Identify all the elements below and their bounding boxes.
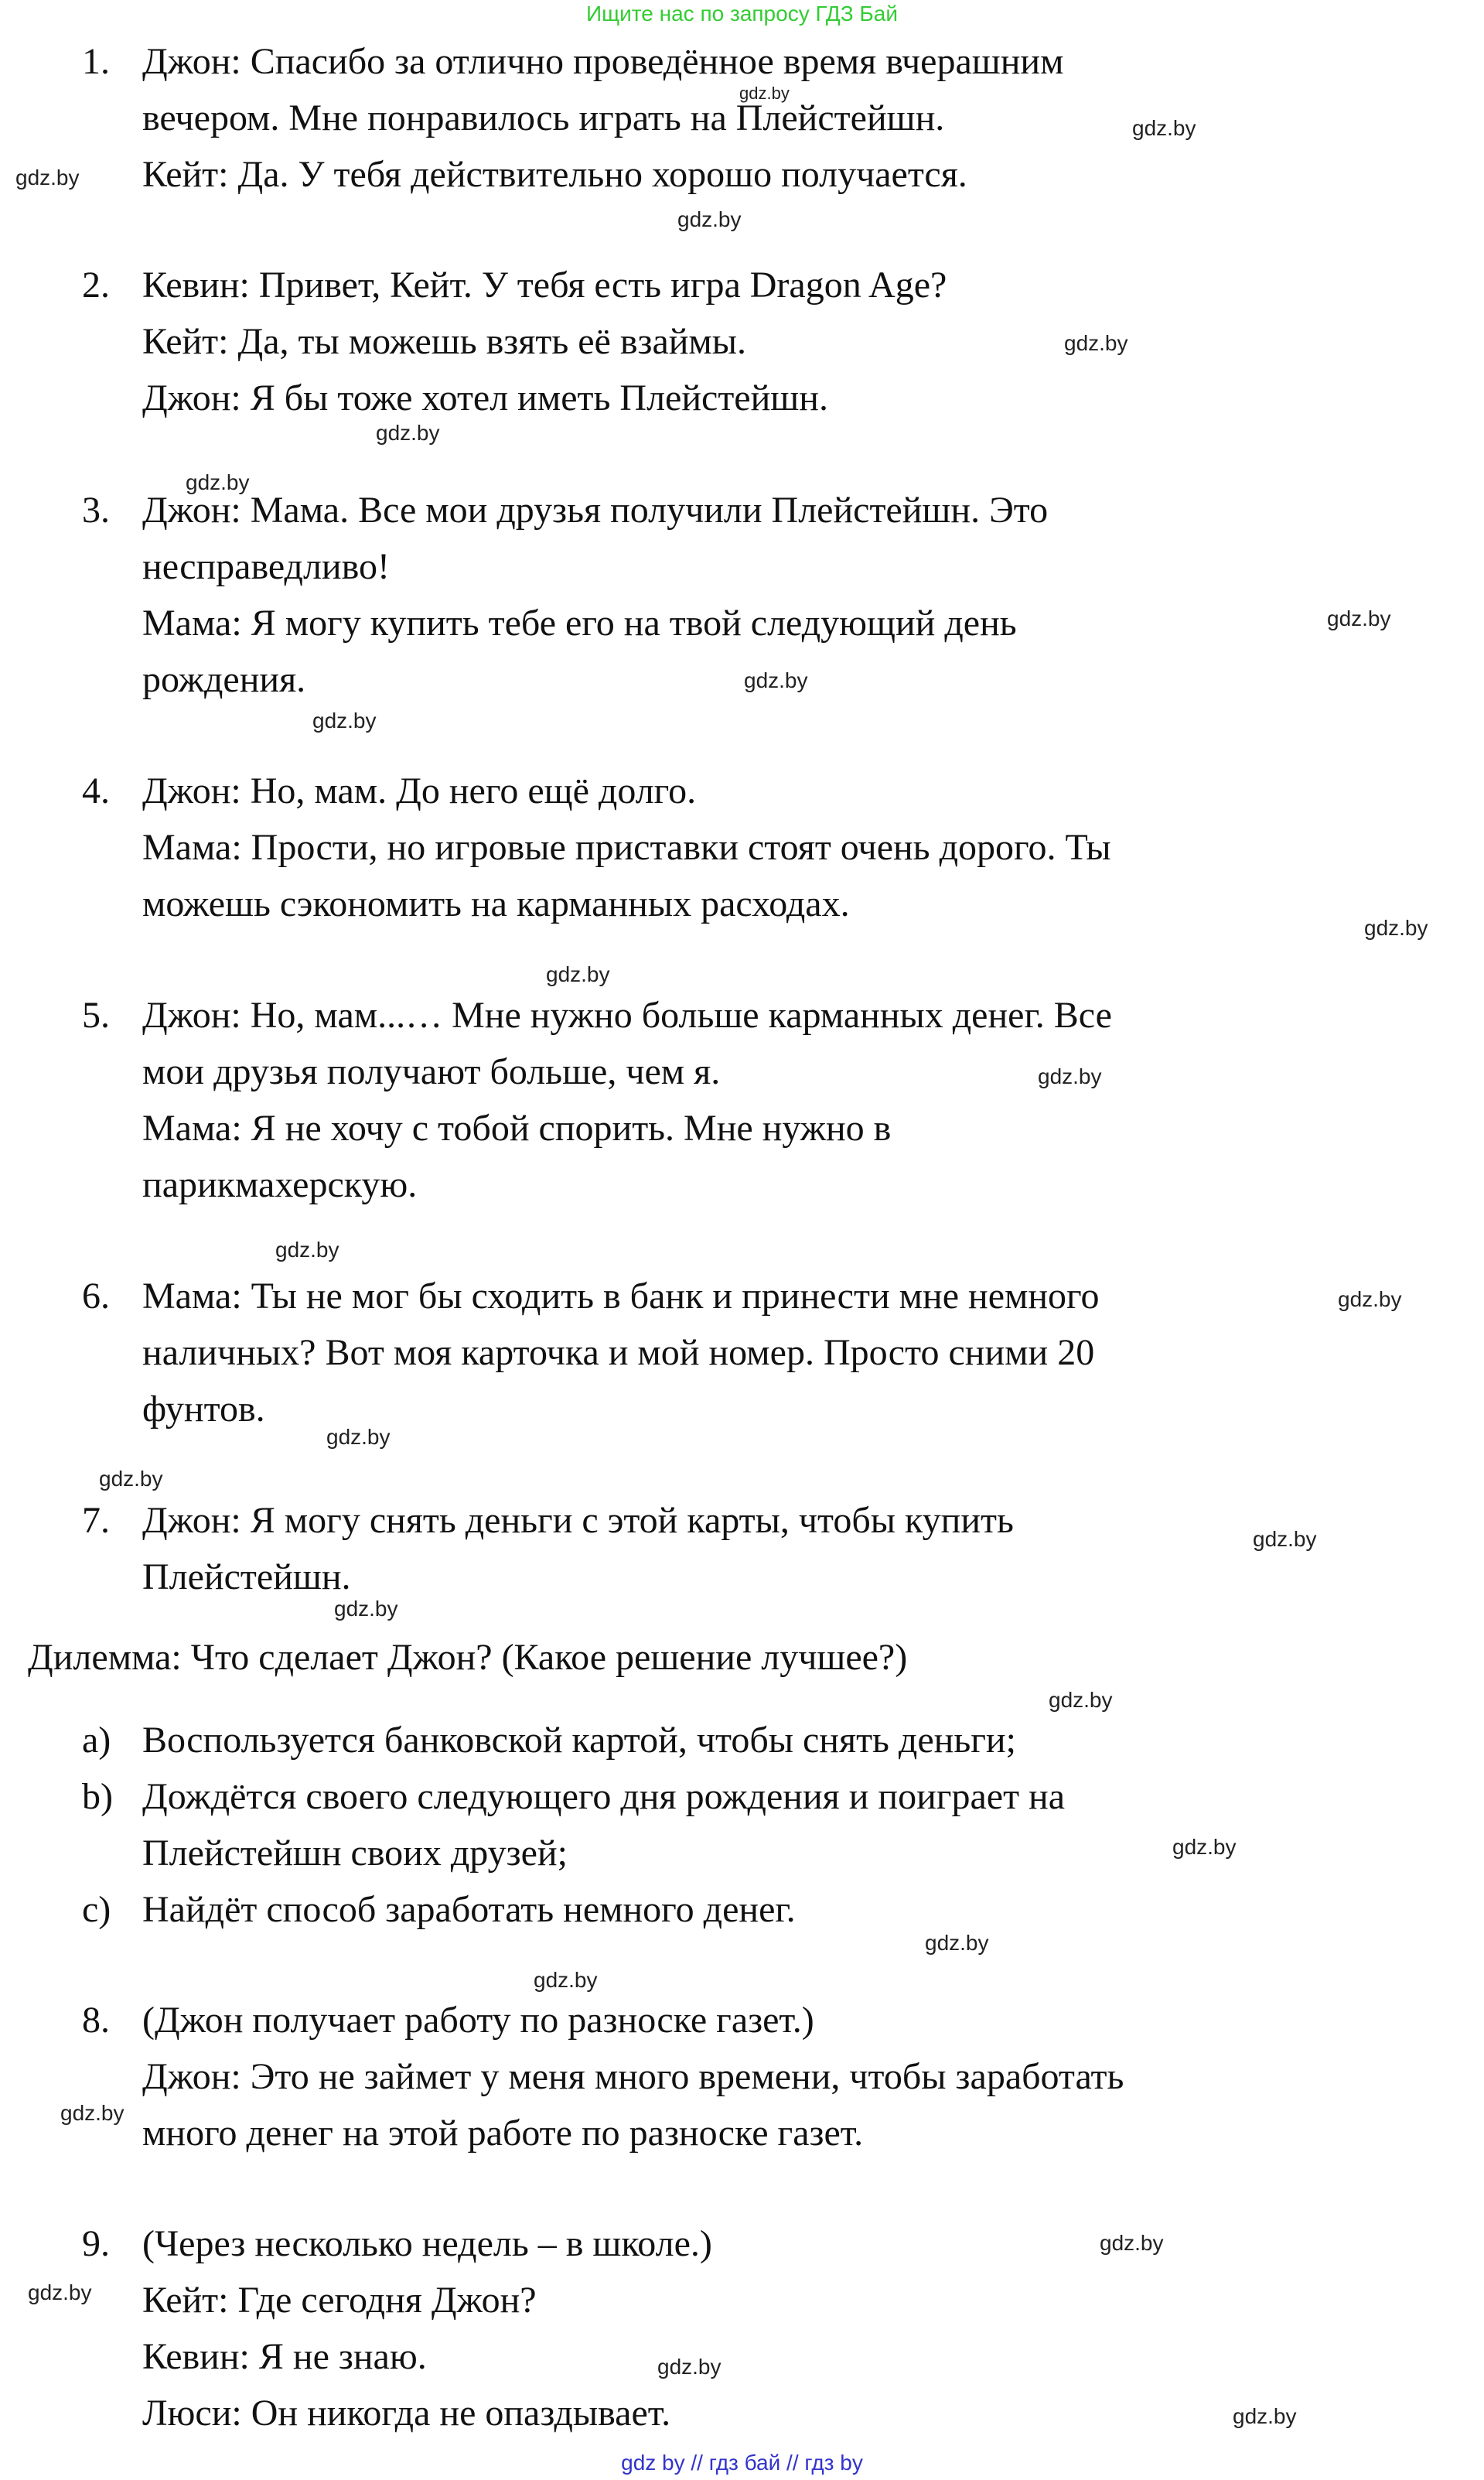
dialogue-line: Джон: Но, мам. До него ещё долго. [142,770,697,811]
option-letter: a) [82,1720,111,1761]
option-letter: b) [82,1776,113,1817]
watermark-text: gdz.by [186,470,250,494]
watermark-text: gdz.by [275,1238,339,1262]
dialogue-line: Джон: Мама. Все мои друзья получили Плейстейшн. Это [142,490,1049,531]
option-text: Плейстейшн своих друзей; [142,1833,568,1874]
dialogue-line: Люси: Он никогда не опаздывает. [142,2393,671,2434]
item-number: 1. [82,41,110,82]
watermark-text: gdz.by [1172,1835,1237,1859]
watermark-text: gdz.by [334,1597,398,1621]
dialogue-line: Мама: Прости, но игровые приставки стоят очень дорого. Ты [142,827,1111,868]
dialogue-line: фунтов. [142,1389,265,1430]
watermark-text: gdz.by [1049,1688,1113,1712]
watermark-text: gdz.by [60,2101,125,2125]
watermark-text: gdz.by [376,421,440,445]
watermark-text: gdz.by [744,668,808,692]
footer-banner: gdz by // гдз бай // гдз by [621,2451,863,2475]
watermark-text: gdz.by [1253,1527,1317,1551]
dialogue-line: парикмахерскую. [142,1164,418,1205]
option-text: Дождётся своего следующего дня рождения и поиграет на [142,1776,1066,1817]
watermark-text: gdz.by [1233,2404,1297,2428]
dialogue-line: много денег на этой работе по разноске газет. [142,2113,864,2154]
watermark-text: gdz.by [312,709,377,733]
dialogue-line: (Через несколько недель – в школе.) [142,2223,712,2264]
watermark-text: gdz.by [546,962,610,986]
watermark-text: gdz.by [925,1931,989,1955]
dialogue-line: Плейстейшн. [142,1556,351,1597]
dilemma-question: Дилемма: Что сделает Джон? (Какое решение лучшее?) [28,1637,908,1678]
dialogue-line: Кейт: Где сегодня Джон? [142,2280,537,2321]
dialogue-line: можешь сэкономить на карманных расходах. [142,883,850,924]
dialogue-line: Джон: Спасибо за отлично проведённое время вчерашним [142,41,1064,82]
watermark-text: gdz.by [739,84,790,103]
dialogue-line: мои друзья получают больше, чем я. [142,1051,721,1092]
watermark-text: gdz.by [677,207,742,231]
dialogue-line: Мама: Я не хочу с тобой спорить. Мне нужно в [142,1108,892,1149]
dialogue-line: (Джон получает работу по разноске газет.) [142,2000,814,2041]
item-number: 5. [82,995,110,1036]
watermark-text: gdz.by [1132,116,1196,140]
dialogue-line: Мама: Я могу купить тебе его на твой следующий день [142,603,1017,644]
dialogue-line: рождения. [142,659,306,700]
dialogue-line: Мама: Ты не мог бы сходить в банк и принести мне немного [142,1276,1100,1317]
watermark-text: gdz.by [534,1968,598,1992]
watermark-text: gdz.by [15,166,80,190]
dialogue-line: Кевин: Привет, Кейт. У тебя есть игра Dragon Age? [142,265,947,306]
watermark-text: gdz.by [1338,1287,1402,1311]
watermark-text: gdz.by [1064,331,1128,355]
dialogue-line: наличных? Вот моя карточка и мой номер. Просто сними 20 [142,1332,1095,1373]
watermark-text: gdz.by [657,2355,722,2379]
watermark-text: gdz.by [1100,2231,1164,2255]
watermark-text: gdz.by [99,1467,163,1491]
item-number: 8. [82,2000,110,2041]
dialogue-line: Джон: Я могу снять деньги с этой карты, чтобы купить [142,1500,1014,1541]
item-number: 9. [82,2223,110,2264]
dialogue-line: Кейт: Да, ты можешь взять её взаймы. [142,321,747,362]
watermark-text: gdz.by [1327,606,1391,630]
dialogue-line: Кейт: Да. У тебя действительно хорошо получается. [142,154,967,195]
item-number: 7. [82,1500,110,1541]
dialogue-line: Джон: Но, мам...… Мне нужно больше карманных денег. Все [142,995,1112,1036]
option-text: Воспользуется банковской картой, чтобы снять деньги; [142,1720,1016,1761]
item-number: 4. [82,770,110,811]
option-text: Найдёт способ заработать немного денег. [142,1889,796,1930]
dialogue-line: вечером. Мне понравилось играть на Плейстейшн. [142,97,945,138]
item-number: 3. [82,490,110,531]
watermark-text: gdz.by [1038,1064,1102,1088]
option-letter: c) [82,1889,111,1930]
watermark-text: gdz.by [326,1425,391,1449]
dialogue-line: Кевин: Я не знаю. [142,2336,427,2377]
dialogue-line: Джон: Это не займет у меня много времени, чтобы заработать [142,2056,1124,2097]
dialogue-line: несправедливо! [142,546,390,587]
item-number: 2. [82,265,110,306]
watermark-text: gdz.by [1364,916,1428,940]
watermark-text: gdz.by [28,2280,92,2304]
dialogue-line: Джон: Я бы тоже хотел иметь Плейстейшн. [142,377,828,418]
header-banner: Ищите нас по запросу ГДЗ Бай [585,2,899,26]
item-number: 6. [82,1276,110,1317]
